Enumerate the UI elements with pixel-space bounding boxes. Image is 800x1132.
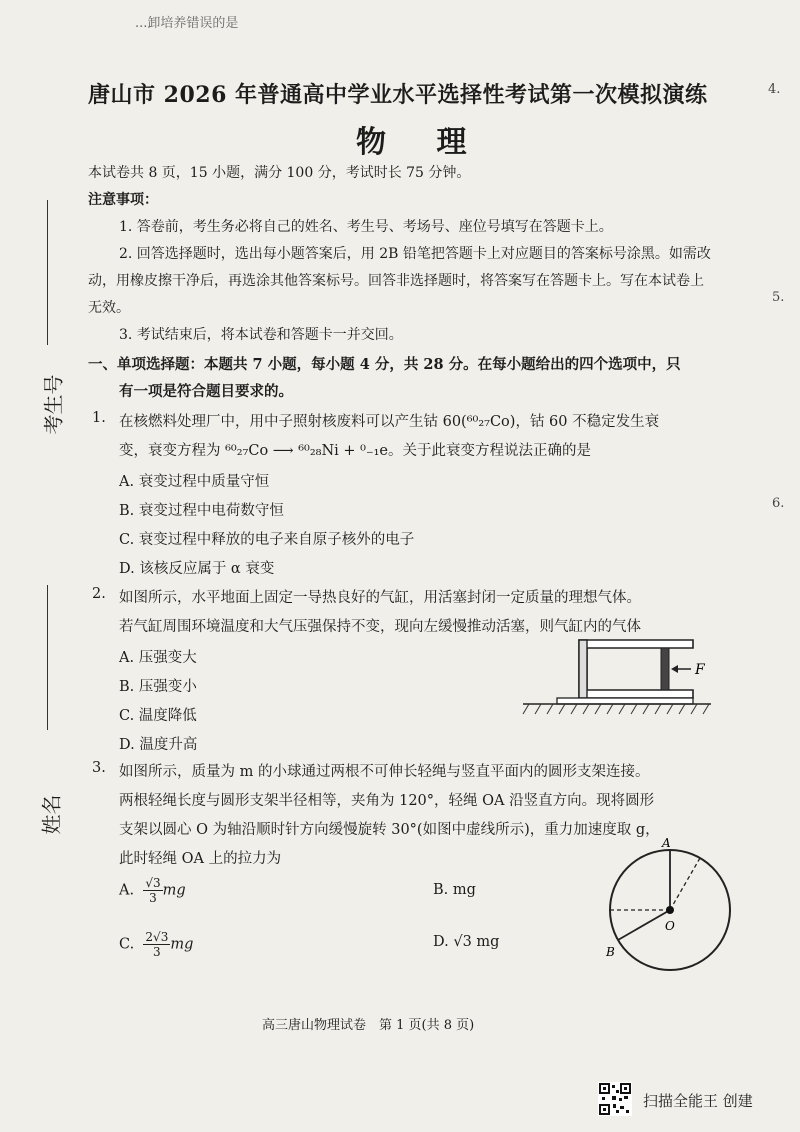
option-b: B. mg [433,882,476,898]
fraction-2root3-over-3 [143,930,170,959]
fraction-denominator: 3 [153,945,161,959]
notice-item: 无效。 [88,300,130,316]
question-text: 如图所示，质量为 m 的小球通过两根不可伸长轻绳与竖直平面内的圆形支架连接。 [119,764,650,780]
circular-support-figure [598,832,750,984]
question-text: 支架以圆心 O 为轴沿顺时针方向缓慢旋转 30°(如图中虚线所示)，重力加速度取 g， [119,822,660,838]
point-b-label: B [606,945,615,959]
question-text: 此时轻绳 OA 上的拉力为 [119,851,282,867]
option-c: C. 温度降低 [119,708,197,724]
section-heading-cont: 有一项是符合题目要求的。 [119,383,293,400]
option-d: D. 该核反应属于 α 衰变 [119,561,275,577]
option-b: B. 衰变过程中电荷数守恒 [119,503,284,519]
option-c-unit: mg [170,936,194,953]
option-a [119,876,186,905]
question-number: 2. [92,586,106,602]
question-text: 若气缸周围环境温度和大气压强保持不变，现向左缓慢推动活塞，则气缸内的气体 [119,619,641,635]
option-c [119,930,193,959]
option-a: A. 衰变过程中质量守恒 [119,474,270,490]
question-number: 3. [92,760,106,776]
top-fragment: ...卸培养错误的是 [135,16,239,31]
question-text: 如图所示，水平地面上固定一导热良好的气缸，用活塞封闭一定质量的理想气体。 [119,590,641,606]
question-text: 变，衰变方程为 ⁶⁰₂₇Co ⟶ ⁶⁰₂₈Ni + ⁰₋₁e。关于此衰变方程说法正确的是 [119,443,591,459]
fraction-numerator: √3 [145,876,161,890]
question-number: 1. [92,410,106,426]
subject-title: 物 理 [356,125,487,160]
fraction-denominator: 3 [149,891,157,905]
option-a-prefix: A. [119,882,135,899]
notice-item: 动，用橡皮擦干净后，再选涂其他答案标号。回答非选择题时，将答案写在答题卡上。写在本试卷上 [88,273,704,289]
option-a: A. 压强变大 [119,650,197,666]
notice-heading: 注意事项： [88,192,158,208]
option-b: B. 压强变小 [119,679,197,695]
option-c-prefix: C. [119,936,135,953]
question-text: 两根轻绳长度与圆形支架半径相等，夹角为 120°，轻绳 OA 沿竖直方向。现将圆形 [119,793,655,809]
margin-line [47,585,48,730]
exam-number-label: 考生号 [41,374,66,435]
question-text: 在核燃料处理厂中，用中子照射核废料可以产生钴 60(⁶⁰₂₇Co)，钴 60 不稳定发生衰 [119,414,660,430]
intro-text: 本试卷共 8 页，15 小题，满分 100 分，考试时长 75 分钟。 [88,165,471,181]
notice-item: 1. 答卷前，考生务必将自己的姓名、考生号、考场号、座位号填写在答题卡上。 [119,219,613,235]
point-a-label: A [662,836,671,850]
scanner-watermark: 扫描全能王 创建 [643,1092,753,1110]
exam-title: 唐山市 2026 年普通高中学业水平选择性考试第一次模拟演练 [88,82,708,108]
point-o-label: O [665,919,675,933]
notice-item: 2. 回答选择题时，选出每小题答案后，用 2B 铅笔把答题卡上对应题目的答案标号涂黑。如需改 [119,246,711,262]
name-label: 姓名 [39,794,64,835]
notice-item: 3. 考试结束后，将本试卷和答题卡一并交回。 [119,327,403,343]
next-page-q5: 5. [772,290,785,305]
section-heading: 一、单项选择题：本题共 7 小题，每小题 4 分，共 28 分。在每小题给出的四个选项中，只 [88,356,681,373]
option-a-unit: mg [162,882,186,899]
option-d: D. √3 mg [433,934,500,950]
cylinder-piston-figure [515,628,720,720]
qr-code-icon [598,1082,632,1116]
force-label: F [695,662,705,678]
fraction-root3-over-3 [143,876,162,905]
next-page-q6: 6. [772,496,785,511]
option-d: D. 温度升高 [119,737,198,753]
page-footer: 高三唐山物理试卷 第 1 页(共 8 页) [262,1018,475,1033]
fraction-numerator: 2√3 [145,930,169,944]
margin-line [47,200,48,345]
option-c: C. 衰变过程中释放的电子来自原子核外的电子 [119,532,415,548]
next-page-q4: 4. [768,82,781,97]
